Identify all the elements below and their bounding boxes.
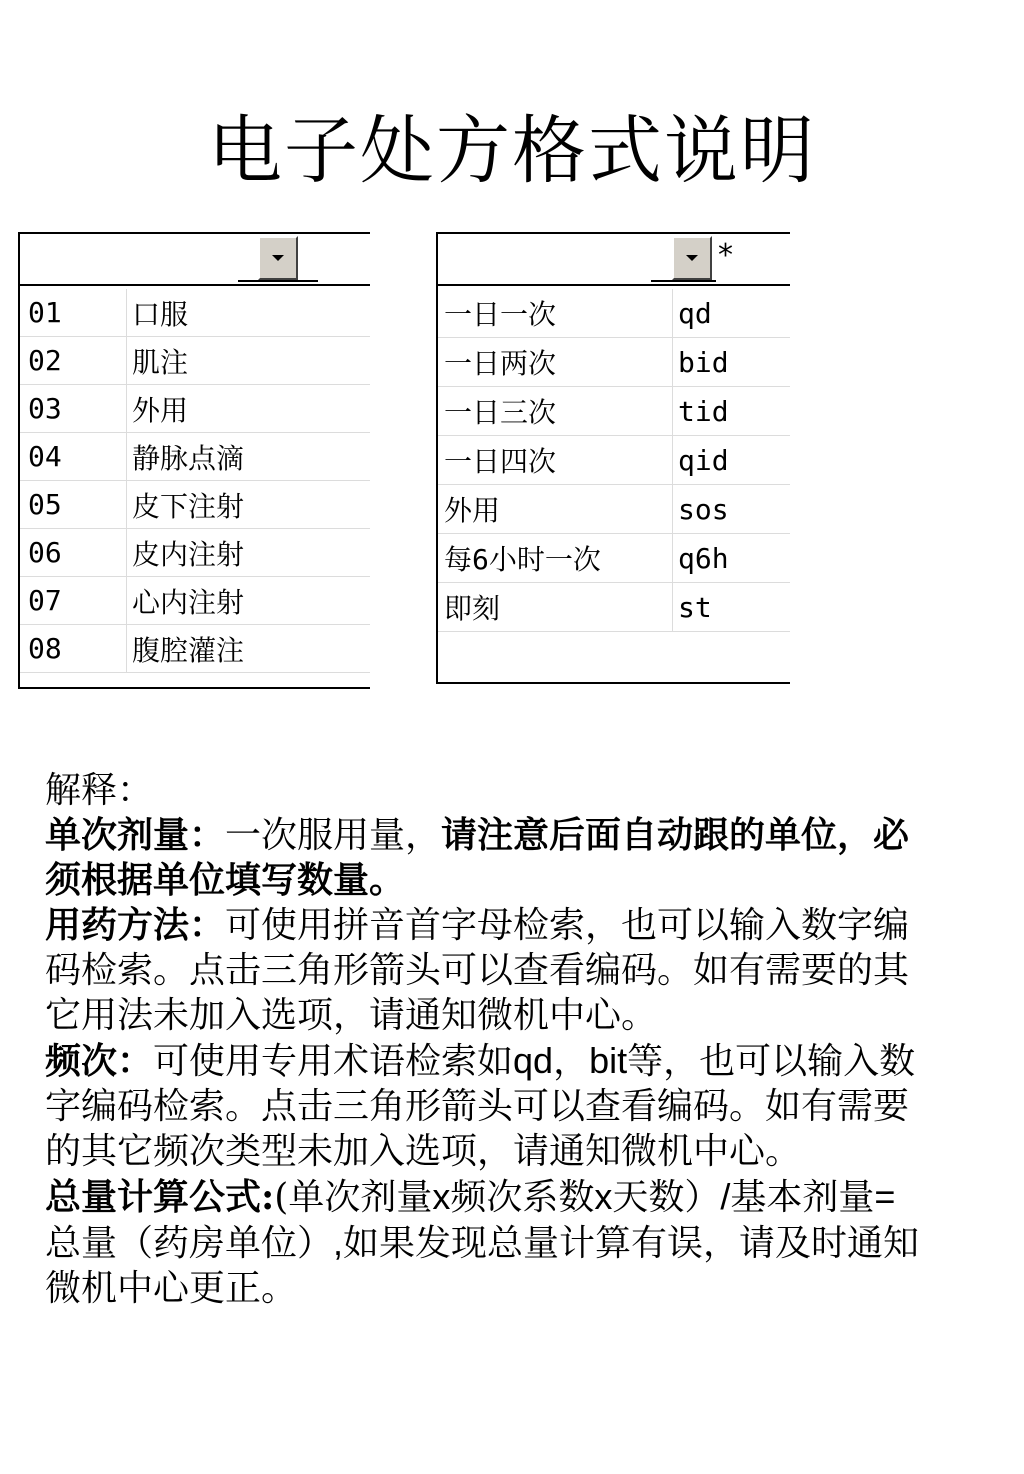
frequency-paragraph <box>45 1038 930 1174</box>
route-option-code: 08 <box>28 632 62 665</box>
frequency-label: 频次： <box>45 1040 154 1082</box>
route-dropdown-button[interactable] <box>258 236 298 280</box>
frequency-options-list <box>438 289 790 632</box>
route-option-label: 腹腔灌注 <box>132 633 245 667</box>
frequency-option-code: sos <box>678 492 729 526</box>
route-option-label: 肌注 <box>132 345 189 379</box>
method-paragraph <box>45 903 930 1038</box>
total-text-8: = <box>874 1176 896 1217</box>
route-option-code: 07 <box>28 584 62 617</box>
route-combo-field[interactable] <box>20 234 370 286</box>
route-option-row[interactable] <box>20 289 370 337</box>
frequency-dropdown-button[interactable] <box>672 236 712 280</box>
total-text-11: 如果发现总量计算有误，请及时通知微机中心更正。 <box>45 1223 920 1309</box>
route-option-code: 02 <box>28 344 62 377</box>
route-option-row[interactable] <box>20 337 370 385</box>
frequency-option-row[interactable] <box>438 338 790 387</box>
route-options-list <box>20 289 370 673</box>
total-text-9: 总量（药房单位） <box>45 1223 334 1264</box>
total-text-6: / <box>720 1176 731 1217</box>
page-title: 电子处方格式说明 <box>208 108 816 194</box>
frequency-option-label: 一日两次 <box>444 347 557 380</box>
frequency-text-2: qd，bit <box>513 1040 628 1081</box>
total-text-3: 频次系数 <box>450 1177 595 1218</box>
frequency-option-label: 一日四次 <box>444 445 557 478</box>
total-text-7: 基本剂量 <box>730 1177 875 1218</box>
route-option-label: 心内注射 <box>132 585 245 619</box>
explanation-block <box>45 768 930 1311</box>
route-option-label: 口服 <box>132 297 189 331</box>
total-text-4: x <box>594 1176 613 1217</box>
route-option-row[interactable] <box>20 481 370 529</box>
explanation-heading: 解释： <box>45 770 154 811</box>
total-label: 总量计算公式: <box>45 1176 275 1218</box>
route-option-label: 静脉点滴 <box>132 441 245 475</box>
route-option-row[interactable] <box>20 529 370 577</box>
frequency-text-3: 等，也可以输入数字编码检索。点击三角形箭头可以查看编码。如有需要的其它频次类型未加入选项，请通知微机中心。 <box>45 1041 916 1172</box>
route-option-row[interactable] <box>20 385 370 433</box>
frequency-option-row[interactable] <box>438 583 790 632</box>
total-text-5: 天数） <box>612 1177 721 1218</box>
frequency-text-1: 可使用专用术语检索如 <box>153 1041 514 1082</box>
total-text-10: , <box>333 1222 344 1263</box>
route-option-code: 04 <box>28 440 62 473</box>
dose-label: 单次剂量： <box>45 814 226 856</box>
route-option-row[interactable] <box>20 577 370 625</box>
route-option-code: 01 <box>28 296 62 329</box>
frequency-option-row[interactable] <box>438 289 790 338</box>
frequency-option-label: 即刻 <box>444 592 501 625</box>
frequency-option-row[interactable] <box>438 534 790 583</box>
total-text-2: x <box>432 1176 451 1217</box>
route-option-code: 06 <box>28 536 62 569</box>
method-label: 用药方法： <box>45 904 226 946</box>
route-option-label: 皮下注射 <box>132 489 245 523</box>
frequency-option-label: 每6小时一次 <box>444 543 601 576</box>
route-option-label: 皮内注射 <box>132 537 245 571</box>
frequency-option-code: bid <box>678 345 729 379</box>
frequency-option-code: tid <box>678 394 729 428</box>
frequency-option-row[interactable] <box>438 485 790 534</box>
frequency-option-label: 一日一次 <box>444 298 557 331</box>
chevron-down-icon <box>272 255 284 261</box>
frequency-option-row[interactable] <box>438 436 790 485</box>
route-option-row[interactable] <box>20 433 370 481</box>
route-option-label: 外用 <box>132 393 189 427</box>
frequency-option-code: q6h <box>678 541 729 575</box>
method-text: 可使用拼音首字母检索，也可以输入数字编码检索。点击三角形箭头可以查看编码。如有需要的其它用法未加入选项，请通知微机中心。 <box>45 905 910 1036</box>
route-dropdown[interactable] <box>18 232 370 689</box>
frequency-option-label: 一日三次 <box>444 396 557 429</box>
route-option-code: 05 <box>28 488 62 521</box>
dose-text: 一次服用量， <box>225 815 442 856</box>
frequency-option-row[interactable] <box>438 387 790 436</box>
required-mark: * <box>718 238 733 273</box>
frequency-option-code: qid <box>678 443 729 477</box>
total-paragraph <box>45 1174 930 1311</box>
dose-note: 请注意后面自动跟的单位，必须根据单位填写数量。 <box>45 814 910 901</box>
frequency-option-code: qd <box>678 296 712 330</box>
route-option-code: 03 <box>28 392 62 425</box>
total-text-1: (单次剂量 <box>274 1177 433 1218</box>
frequency-combo-field[interactable] <box>438 234 790 286</box>
frequency-option-label: 外用 <box>444 494 501 527</box>
frequency-option-code: st <box>678 590 712 624</box>
dose-paragraph <box>45 813 930 903</box>
route-option-row[interactable] <box>20 625 370 673</box>
frequency-dropdown[interactable] <box>436 232 790 684</box>
chevron-down-icon <box>686 255 698 261</box>
